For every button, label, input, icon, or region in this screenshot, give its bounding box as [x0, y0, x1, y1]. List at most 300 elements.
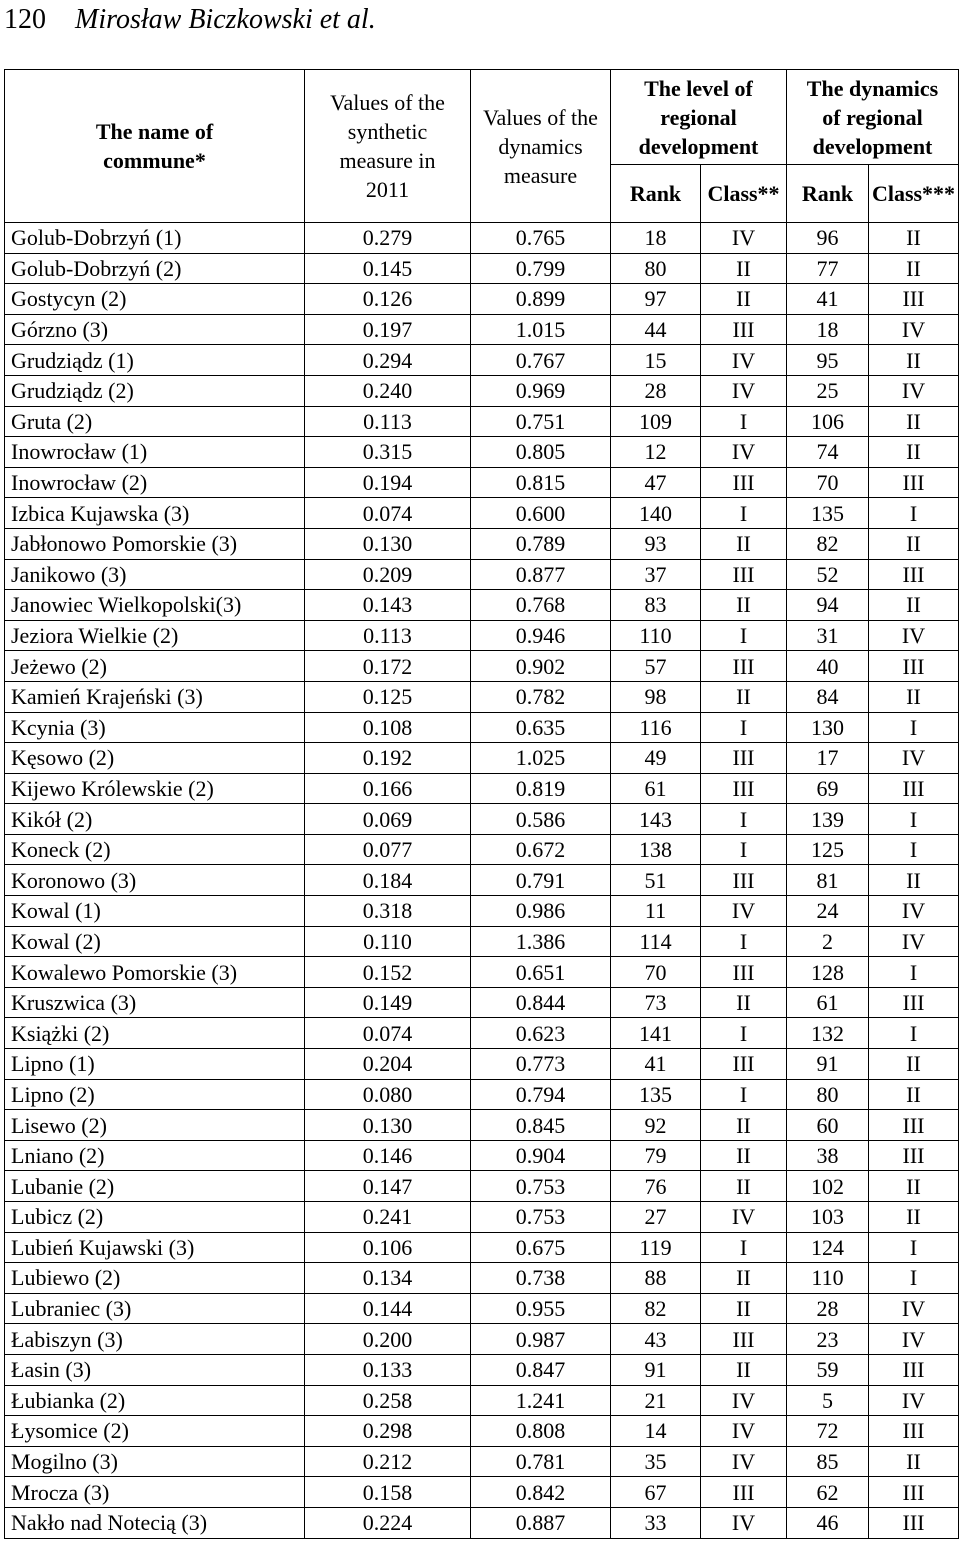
cell-level-class: IV [701, 1202, 787, 1233]
cell-dynamics-class: III [869, 284, 959, 315]
cell-dynamics: 0.799 [471, 253, 611, 284]
cell-commune: Kcynia (3) [5, 712, 305, 743]
cell-commune: Golub-Dobrzyń (1) [5, 223, 305, 254]
cell-synthetic: 0.125 [305, 681, 471, 712]
cell-dynamics: 1.025 [471, 743, 611, 774]
cell-dynamics: 0.781 [471, 1446, 611, 1477]
cell-dynamics-rank: 25 [787, 375, 869, 406]
cell-dynamics-rank: 70 [787, 467, 869, 498]
cell-dynamics: 0.767 [471, 345, 611, 376]
cell-level-rank: 79 [611, 1140, 701, 1171]
cell-synthetic: 0.113 [305, 620, 471, 651]
cell-dynamics: 0.675 [471, 1232, 611, 1263]
table-row [5, 1477, 959, 1508]
table-row [5, 437, 959, 468]
communes-table [4, 69, 959, 1539]
cell-dynamics-class: III [869, 467, 959, 498]
cell-level-class: I [701, 926, 787, 957]
cell-level-class: II [701, 681, 787, 712]
cell-level-rank: 15 [611, 345, 701, 376]
cell-synthetic: 0.130 [305, 1110, 471, 1141]
cell-level-class: II [701, 590, 787, 621]
cell-commune: Inowrocław (2) [5, 467, 305, 498]
cell-commune: Łabiszyn (3) [5, 1324, 305, 1355]
cell-level-rank: 88 [611, 1263, 701, 1294]
cell-dynamics-class: III [869, 1416, 959, 1447]
cell-dynamics: 0.738 [471, 1263, 611, 1294]
cell-dynamics: 0.819 [471, 773, 611, 804]
cell-level-rank: 92 [611, 1110, 701, 1141]
cell-dynamics-rank: 125 [787, 834, 869, 865]
table-row [5, 528, 959, 559]
cell-level-class: III [701, 773, 787, 804]
cell-dynamics-class: II [869, 865, 959, 896]
cell-commune: Golub-Dobrzyń (2) [5, 253, 305, 284]
header-level-rank: Rank [611, 165, 701, 223]
table-row [5, 223, 959, 254]
cell-level-class: II [701, 1110, 787, 1141]
cell-dynamics-class: II [869, 406, 959, 437]
table-row [5, 375, 959, 406]
cell-commune: Kamień Krajeński (3) [5, 681, 305, 712]
cell-level-class: I [701, 1232, 787, 1263]
cell-level-class: IV [701, 1507, 787, 1538]
cell-commune: Łysomice (2) [5, 1416, 305, 1447]
cell-dynamics-class: I [869, 834, 959, 865]
cell-dynamics-rank: 82 [787, 528, 869, 559]
cell-dynamics-rank: 59 [787, 1354, 869, 1385]
cell-level-rank: 37 [611, 559, 701, 590]
cell-level-rank: 67 [611, 1477, 701, 1508]
header-synthetic-measure: Values of the synthetic measure in 2011 [305, 70, 471, 223]
cell-level-class: I [701, 1018, 787, 1049]
cell-level-rank: 70 [611, 957, 701, 988]
cell-synthetic: 0.318 [305, 896, 471, 927]
cell-commune: Mrocza (3) [5, 1477, 305, 1508]
cell-dynamics-class: I [869, 957, 959, 988]
cell-level-class: II [701, 1140, 787, 1171]
cell-dynamics: 0.600 [471, 498, 611, 529]
cell-level-rank: 57 [611, 651, 701, 682]
cell-level-rank: 135 [611, 1079, 701, 1110]
cell-dynamics: 0.753 [471, 1171, 611, 1202]
cell-dynamics-rank: 23 [787, 1324, 869, 1355]
cell-level-class: III [701, 957, 787, 988]
cell-dynamics-rank: 135 [787, 498, 869, 529]
cell-commune: Grudziądz (2) [5, 375, 305, 406]
table-row [5, 314, 959, 345]
cell-level-class: III [701, 865, 787, 896]
cell-level-rank: 83 [611, 590, 701, 621]
cell-level-class: III [701, 1324, 787, 1355]
cell-dynamics: 1.241 [471, 1385, 611, 1416]
cell-dynamics-rank: 81 [787, 865, 869, 896]
cell-commune: Łasin (3) [5, 1354, 305, 1385]
table-row [5, 1507, 959, 1538]
cell-level-rank: 82 [611, 1293, 701, 1324]
cell-dynamics: 0.987 [471, 1324, 611, 1355]
cell-dynamics-rank: 60 [787, 1110, 869, 1141]
header-dynamics-class: Class*** [869, 165, 959, 223]
cell-dynamics-rank: 124 [787, 1232, 869, 1263]
cell-level-class: II [701, 253, 787, 284]
cell-level-rank: 35 [611, 1446, 701, 1477]
cell-level-rank: 93 [611, 528, 701, 559]
cell-synthetic: 0.110 [305, 926, 471, 957]
table-row [5, 1232, 959, 1263]
cell-dynamics-class: III [869, 1507, 959, 1538]
cell-level-rank: 33 [611, 1507, 701, 1538]
cell-dynamics: 0.753 [471, 1202, 611, 1233]
cell-dynamics-class: IV [869, 375, 959, 406]
cell-dynamics-rank: 94 [787, 590, 869, 621]
cell-dynamics: 0.904 [471, 1140, 611, 1171]
cell-dynamics-rank: 128 [787, 957, 869, 988]
cell-synthetic: 0.147 [305, 1171, 471, 1202]
cell-dynamics: 0.808 [471, 1416, 611, 1447]
cell-synthetic: 0.077 [305, 834, 471, 865]
table-row [5, 957, 959, 988]
cell-level-rank: 51 [611, 865, 701, 896]
cell-dynamics-class: IV [869, 314, 959, 345]
cell-level-rank: 141 [611, 1018, 701, 1049]
cell-dynamics: 0.805 [471, 437, 611, 468]
cell-dynamics: 0.946 [471, 620, 611, 651]
table-row [5, 345, 959, 376]
cell-synthetic: 0.149 [305, 987, 471, 1018]
cell-level-rank: 14 [611, 1416, 701, 1447]
cell-dynamics-class: I [869, 1263, 959, 1294]
cell-level-class: I [701, 1079, 787, 1110]
cell-synthetic: 0.194 [305, 467, 471, 498]
cell-dynamics: 0.789 [471, 528, 611, 559]
cell-commune: Gruta (2) [5, 406, 305, 437]
cell-dynamics-rank: 80 [787, 1079, 869, 1110]
cell-level-rank: 76 [611, 1171, 701, 1202]
cell-level-class: IV [701, 437, 787, 468]
cell-level-rank: 21 [611, 1385, 701, 1416]
cell-level-class: IV [701, 1385, 787, 1416]
cell-synthetic: 0.240 [305, 375, 471, 406]
cell-level-class: I [701, 712, 787, 743]
cell-synthetic: 0.166 [305, 773, 471, 804]
table-row [5, 467, 959, 498]
cell-level-class: IV [701, 375, 787, 406]
cell-dynamics-rank: 102 [787, 1171, 869, 1202]
cell-synthetic: 0.069 [305, 804, 471, 835]
cell-synthetic: 0.074 [305, 498, 471, 529]
cell-dynamics-class: III [869, 1110, 959, 1141]
cell-dynamics-rank: 31 [787, 620, 869, 651]
cell-dynamics: 0.887 [471, 1507, 611, 1538]
table-row [5, 1354, 959, 1385]
cell-level-class: III [701, 559, 787, 590]
cell-dynamics-rank: 17 [787, 743, 869, 774]
cell-level-rank: 47 [611, 467, 701, 498]
cell-synthetic: 0.106 [305, 1232, 471, 1263]
cell-dynamics-rank: 41 [787, 284, 869, 315]
cell-dynamics-rank: 72 [787, 1416, 869, 1447]
cell-level-class: IV [701, 896, 787, 927]
cell-dynamics-rank: 24 [787, 896, 869, 927]
page-number: 120 [4, 4, 46, 35]
cell-synthetic: 0.074 [305, 1018, 471, 1049]
cell-dynamics-class: II [869, 1171, 959, 1202]
cell-dynamics-class: IV [869, 926, 959, 957]
cell-commune: Janikowo (3) [5, 559, 305, 590]
cell-dynamics: 0.672 [471, 834, 611, 865]
table-row [5, 773, 959, 804]
cell-dynamics: 0.782 [471, 681, 611, 712]
cell-level-rank: 49 [611, 743, 701, 774]
cell-commune: Nakło nad Notecią (3) [5, 1507, 305, 1538]
cell-synthetic: 0.144 [305, 1293, 471, 1324]
cell-dynamics-class: IV [869, 1324, 959, 1355]
cell-dynamics-rank: 132 [787, 1018, 869, 1049]
cell-dynamics-class: II [869, 528, 959, 559]
cell-dynamics: 0.969 [471, 375, 611, 406]
cell-level-class: III [701, 314, 787, 345]
cell-dynamics: 0.751 [471, 406, 611, 437]
cell-level-rank: 80 [611, 253, 701, 284]
cell-commune: Grudziądz (1) [5, 345, 305, 376]
cell-dynamics: 0.586 [471, 804, 611, 835]
cell-level-rank: 140 [611, 498, 701, 529]
table-row [5, 651, 959, 682]
cell-commune: Jeziora Wielkie (2) [5, 620, 305, 651]
cell-commune: Kijewo Królewskie (2) [5, 773, 305, 804]
cell-dynamics-rank: 28 [787, 1293, 869, 1324]
cell-dynamics: 1.386 [471, 926, 611, 957]
cell-synthetic: 0.209 [305, 559, 471, 590]
cell-dynamics-rank: 130 [787, 712, 869, 743]
table-row [5, 1018, 959, 1049]
cell-dynamics: 0.623 [471, 1018, 611, 1049]
cell-dynamics-rank: 91 [787, 1049, 869, 1080]
cell-synthetic: 0.224 [305, 1507, 471, 1538]
cell-commune: Łubianka (2) [5, 1385, 305, 1416]
cell-level-class: II [701, 1171, 787, 1202]
cell-dynamics-rank: 139 [787, 804, 869, 835]
cell-dynamics: 0.773 [471, 1049, 611, 1080]
cell-commune: Kruszwica (3) [5, 987, 305, 1018]
cell-commune: Jabłonowo Pomorskie (3) [5, 528, 305, 559]
cell-dynamics-class: IV [869, 1385, 959, 1416]
cell-level-class: I [701, 804, 787, 835]
cell-dynamics-rank: 40 [787, 651, 869, 682]
cell-synthetic: 0.143 [305, 590, 471, 621]
cell-dynamics-rank: 46 [787, 1507, 869, 1538]
cell-commune: Lubiewo (2) [5, 1263, 305, 1294]
cell-synthetic: 0.146 [305, 1140, 471, 1171]
cell-dynamics-rank: 96 [787, 223, 869, 254]
cell-level-rank: 91 [611, 1354, 701, 1385]
cell-synthetic: 0.172 [305, 651, 471, 682]
header-level-class: Class** [701, 165, 787, 223]
cell-dynamics: 0.847 [471, 1354, 611, 1385]
cell-level-rank: 143 [611, 804, 701, 835]
cell-dynamics: 0.635 [471, 712, 611, 743]
cell-dynamics: 0.902 [471, 651, 611, 682]
cell-commune: Izbica Kujawska (3) [5, 498, 305, 529]
table-row [5, 284, 959, 315]
cell-level-class: IV [701, 345, 787, 376]
cell-dynamics-rank: 95 [787, 345, 869, 376]
cell-level-class: III [701, 1477, 787, 1508]
cell-dynamics-rank: 62 [787, 1477, 869, 1508]
cell-level-class: III [701, 651, 787, 682]
cell-commune: Mogilno (3) [5, 1446, 305, 1477]
table-row [5, 253, 959, 284]
table-row [5, 1293, 959, 1324]
table-row [5, 712, 959, 743]
cell-dynamics: 0.877 [471, 559, 611, 590]
cell-level-class: III [701, 743, 787, 774]
cell-dynamics: 0.791 [471, 865, 611, 896]
cell-dynamics-class: I [869, 498, 959, 529]
table-row [5, 1079, 959, 1110]
cell-dynamics: 0.765 [471, 223, 611, 254]
cell-synthetic: 0.298 [305, 1416, 471, 1447]
cell-commune: Kowalewo Pomorskie (3) [5, 957, 305, 988]
cell-dynamics-class: III [869, 1354, 959, 1385]
cell-commune: Kowal (1) [5, 896, 305, 927]
cell-synthetic: 0.130 [305, 528, 471, 559]
table-row [5, 743, 959, 774]
cell-commune: Górzno (3) [5, 314, 305, 345]
table-row [5, 804, 959, 835]
table-row [5, 590, 959, 621]
cell-dynamics-rank: 38 [787, 1140, 869, 1171]
cell-dynamics: 1.015 [471, 314, 611, 345]
cell-level-rank: 138 [611, 834, 701, 865]
cell-synthetic: 0.241 [305, 1202, 471, 1233]
cell-dynamics-class: III [869, 1477, 959, 1508]
cell-synthetic: 0.113 [305, 406, 471, 437]
cell-dynamics-rank: 85 [787, 1446, 869, 1477]
cell-commune: Lisewo (2) [5, 1110, 305, 1141]
cell-synthetic: 0.200 [305, 1324, 471, 1355]
table-row [5, 1416, 959, 1447]
cell-level-rank: 41 [611, 1049, 701, 1080]
cell-commune: Koronowo (3) [5, 865, 305, 896]
cell-level-class: II [701, 1354, 787, 1385]
cell-dynamics-rank: 61 [787, 987, 869, 1018]
table-row [5, 1446, 959, 1477]
cell-level-rank: 11 [611, 896, 701, 927]
cell-level-class: I [701, 620, 787, 651]
cell-synthetic: 0.294 [305, 345, 471, 376]
cell-level-rank: 109 [611, 406, 701, 437]
cell-level-class: IV [701, 223, 787, 254]
cell-commune: Inowrocław (1) [5, 437, 305, 468]
cell-dynamics: 0.955 [471, 1293, 611, 1324]
cell-level-class: II [701, 1263, 787, 1294]
cell-level-rank: 110 [611, 620, 701, 651]
cell-commune: Lubraniec (3) [5, 1293, 305, 1324]
cell-synthetic: 0.108 [305, 712, 471, 743]
cell-dynamics: 0.845 [471, 1110, 611, 1141]
cell-level-rank: 44 [611, 314, 701, 345]
cell-commune: Lubanie (2) [5, 1171, 305, 1202]
cell-dynamics: 0.986 [471, 896, 611, 927]
cell-dynamics-class: II [869, 681, 959, 712]
table-row [5, 1171, 959, 1202]
cell-level-rank: 116 [611, 712, 701, 743]
cell-synthetic: 0.126 [305, 284, 471, 315]
table-row [5, 681, 959, 712]
cell-dynamics-class: III [869, 1140, 959, 1171]
cell-dynamics-class: II [869, 223, 959, 254]
cell-dynamics-rank: 5 [787, 1385, 869, 1416]
cell-commune: Gostycyn (2) [5, 284, 305, 315]
cell-synthetic: 0.158 [305, 1477, 471, 1508]
cell-level-rank: 12 [611, 437, 701, 468]
cell-commune: Jeżewo (2) [5, 651, 305, 682]
cell-dynamics-class: I [869, 712, 959, 743]
cell-level-class: II [701, 987, 787, 1018]
cell-dynamics-class: I [869, 1232, 959, 1263]
cell-level-rank: 61 [611, 773, 701, 804]
header-dynamics-group: The dynamics of regional development [787, 70, 959, 165]
table-row [5, 1385, 959, 1416]
cell-dynamics-class: I [869, 1018, 959, 1049]
table-row [5, 834, 959, 865]
cell-dynamics-class: I [869, 804, 959, 835]
cell-level-class: I [701, 498, 787, 529]
cell-dynamics-class: IV [869, 743, 959, 774]
cell-commune: Kikół (2) [5, 804, 305, 835]
cell-commune: Lniano (2) [5, 1140, 305, 1171]
cell-level-rank: 119 [611, 1232, 701, 1263]
cell-commune: Kęsowo (2) [5, 743, 305, 774]
table-row [5, 498, 959, 529]
cell-level-class: II [701, 1293, 787, 1324]
cell-synthetic: 0.192 [305, 743, 471, 774]
cell-commune: Kowal (2) [5, 926, 305, 957]
cell-dynamics-rank: 106 [787, 406, 869, 437]
page-header [0, 0, 376, 40]
cell-dynamics: 0.842 [471, 1477, 611, 1508]
table-row [5, 1324, 959, 1355]
cell-commune: Lubicz (2) [5, 1202, 305, 1233]
header-dynamics-rank: Rank [787, 165, 869, 223]
cell-commune: Koneck (2) [5, 834, 305, 865]
cell-dynamics: 0.794 [471, 1079, 611, 1110]
cell-level-class: I [701, 406, 787, 437]
cell-dynamics: 0.768 [471, 590, 611, 621]
cell-dynamics-class: II [869, 345, 959, 376]
cell-dynamics-class: II [869, 1446, 959, 1477]
cell-level-rank: 73 [611, 987, 701, 1018]
cell-level-rank: 27 [611, 1202, 701, 1233]
table-row [5, 1110, 959, 1141]
table-row [5, 406, 959, 437]
cell-level-rank: 18 [611, 223, 701, 254]
cell-synthetic: 0.134 [305, 1263, 471, 1294]
cell-commune: Lipno (1) [5, 1049, 305, 1080]
table-row [5, 559, 959, 590]
cell-dynamics: 0.815 [471, 467, 611, 498]
cell-synthetic: 0.258 [305, 1385, 471, 1416]
cell-level-rank: 28 [611, 375, 701, 406]
table-row [5, 987, 959, 1018]
cell-level-class: III [701, 1049, 787, 1080]
running-head-authors: Mirosław Biczkowski et al. [75, 4, 376, 35]
cell-level-class: IV [701, 1416, 787, 1447]
table-row [5, 896, 959, 927]
cell-synthetic: 0.080 [305, 1079, 471, 1110]
